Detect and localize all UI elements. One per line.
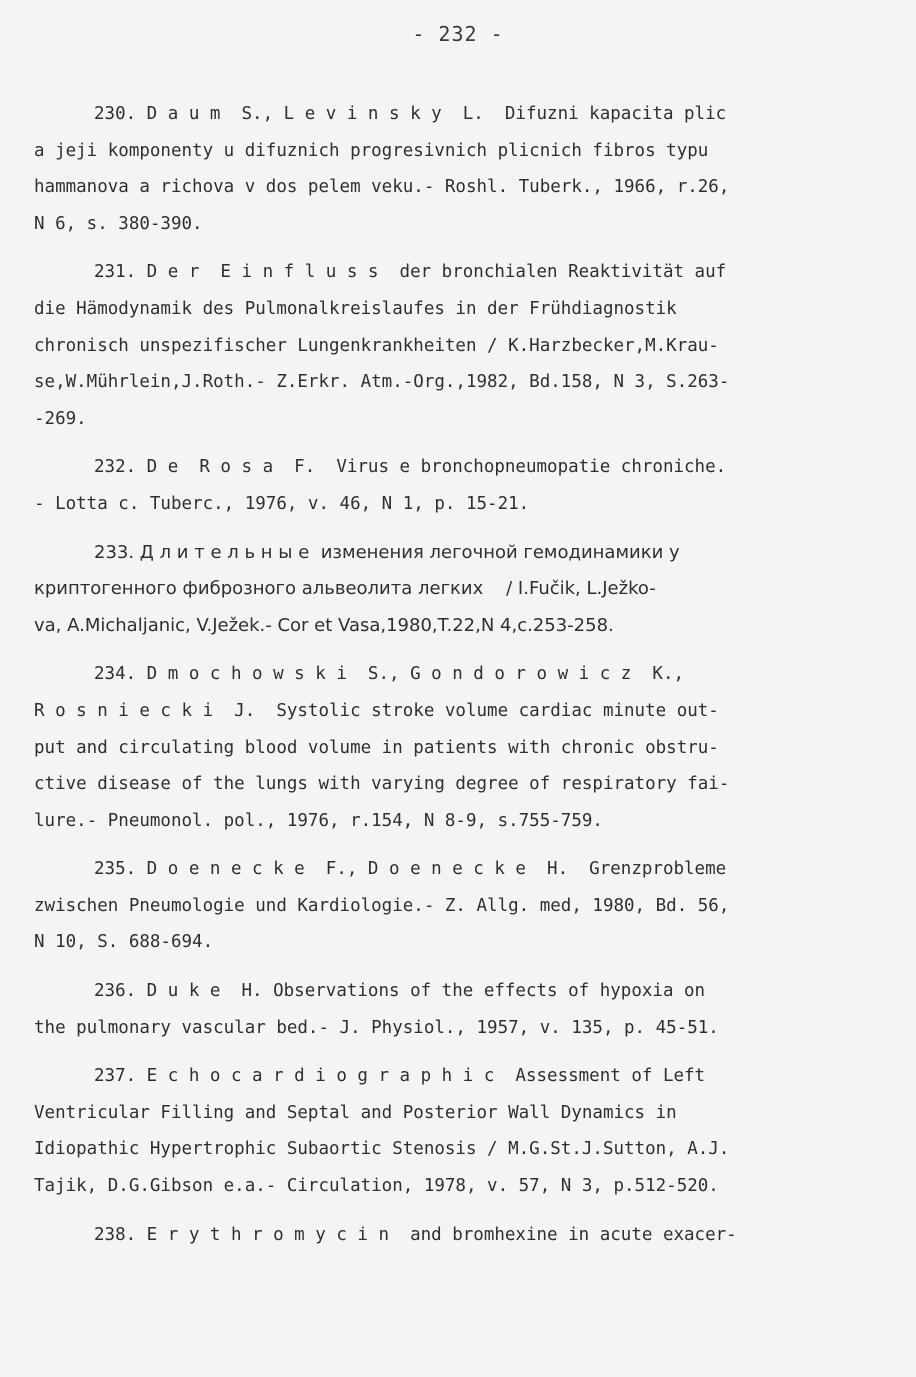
bibliography-entry-232 bbox=[34, 449, 886, 522]
bibliography-entry-237 bbox=[34, 1058, 886, 1204]
bibliography-entry-238 bbox=[34, 1217, 886, 1254]
entry-line: the pulmonary vascular bed.- J. Physiol., 1957, v. 135, p. 45-51. bbox=[34, 1017, 719, 1038]
entry-line: 230. D a u m S., L e v i n s k y L. Difuzni kapacita plic bbox=[94, 104, 727, 124]
entry-line: lure.- Pneumonol. pol., 1976, r.154, N 8-9, s.755-759. bbox=[34, 810, 603, 831]
entry-line: a jeji komponenty u difuznich progresivnich plicnich fibros typu bbox=[34, 140, 709, 161]
entry-line: chronisch unspezifischer Lungenkrankheiten / K.Harzbecker,M.Krau- bbox=[34, 335, 719, 356]
bibliography-entry-233 bbox=[34, 535, 886, 645]
entry-line: 238. E r y t h r o m y c i n and bromhexine in acute exacer- bbox=[94, 1224, 737, 1245]
entry-line: hammanova a richova v dos pelem veku.- Roshl. Tuberk., 1966, r.26, bbox=[34, 177, 730, 198]
entry-line: Ventricular Filling and Septal and Posterior Wall Dynamics in bbox=[34, 1102, 677, 1123]
entry-line: 234. D m o c h o w s k i S., G o n d o r o w i c z K., bbox=[94, 664, 685, 685]
page-number: - 232 - bbox=[412, 22, 504, 46]
entry-line: N 6, s. 380-390. bbox=[34, 213, 203, 234]
entry-line: zwischen Pneumologie und Kardiologie.- Z. Allg. med, 1980, Bd. 56, bbox=[34, 895, 730, 916]
entry-line: -269. bbox=[34, 408, 87, 429]
bibliography-entry-236 bbox=[34, 973, 886, 1046]
bibliography-entry-235 bbox=[34, 851, 886, 961]
entry-line: 233. Д л и т е л ь н ы е изменения легочной гемодинамики у bbox=[94, 541, 680, 563]
entry-line: R o s n i e c k i J. Systolic stroke volume cardiac minute out- bbox=[34, 700, 719, 721]
entry-line: 237. E c h o c a r d i o g r a p h i c Assessment of Left bbox=[94, 1066, 706, 1087]
bibliography-list bbox=[34, 96, 886, 1265]
entry-line: die Hämodynamik des Pulmonalkreislaufes in der Frühdiagnostik bbox=[34, 298, 677, 319]
entry-line: 231. D e r E i n f l u s s der bronchialen Reaktivität auf bbox=[94, 262, 727, 283]
entry-line: криптогенного фиброзного альвеолита легких / I.Fučik, L.Ježko- bbox=[34, 578, 656, 600]
entry-line: ctive disease of the lungs with varying degree of respiratory fai- bbox=[34, 774, 730, 795]
entry-line: va, A.Michaljanic, V.Ježek.- Cor et Vasa,1980,T.22,N 4,c.253-258. bbox=[34, 614, 614, 636]
entry-line: N 10, S. 688-694. bbox=[34, 932, 214, 953]
entry-line: Tajik, D.G.Gibson e.a.- Circulation, 1978, v. 57, N 3, p.512-520. bbox=[34, 1176, 719, 1197]
entry-line: put and circulating blood volume in patients with chronic obstru- bbox=[34, 737, 719, 758]
entry-line: - Lotta c. Tuberc., 1976, v. 46, N 1, p. 15-21. bbox=[34, 493, 530, 514]
bibliography-entry-234 bbox=[34, 656, 886, 839]
entry-line: 236. D u k e H. Observations of the effects of hypoxia on bbox=[94, 981, 706, 1002]
bibliography-entry-231 bbox=[34, 254, 886, 437]
bibliography-entry-230 bbox=[34, 96, 886, 242]
entry-line: 235. D o e n e c k e F., D o e n e c k e H. Grenzprobleme bbox=[94, 859, 727, 880]
entry-line: Idiopathic Hypertrophic Subaortic Stenosis / M.G.St.J.Sutton, A.J. bbox=[34, 1139, 730, 1160]
entry-line: se,W.Mührlein,J.Roth.- Z.Erkr. Atm.-Org.,1982, Bd.158, N 3, S.263- bbox=[34, 372, 730, 393]
entry-line: 232. D e R o s a F. Virus e bronchopneumopatie chroniche. bbox=[94, 457, 727, 478]
